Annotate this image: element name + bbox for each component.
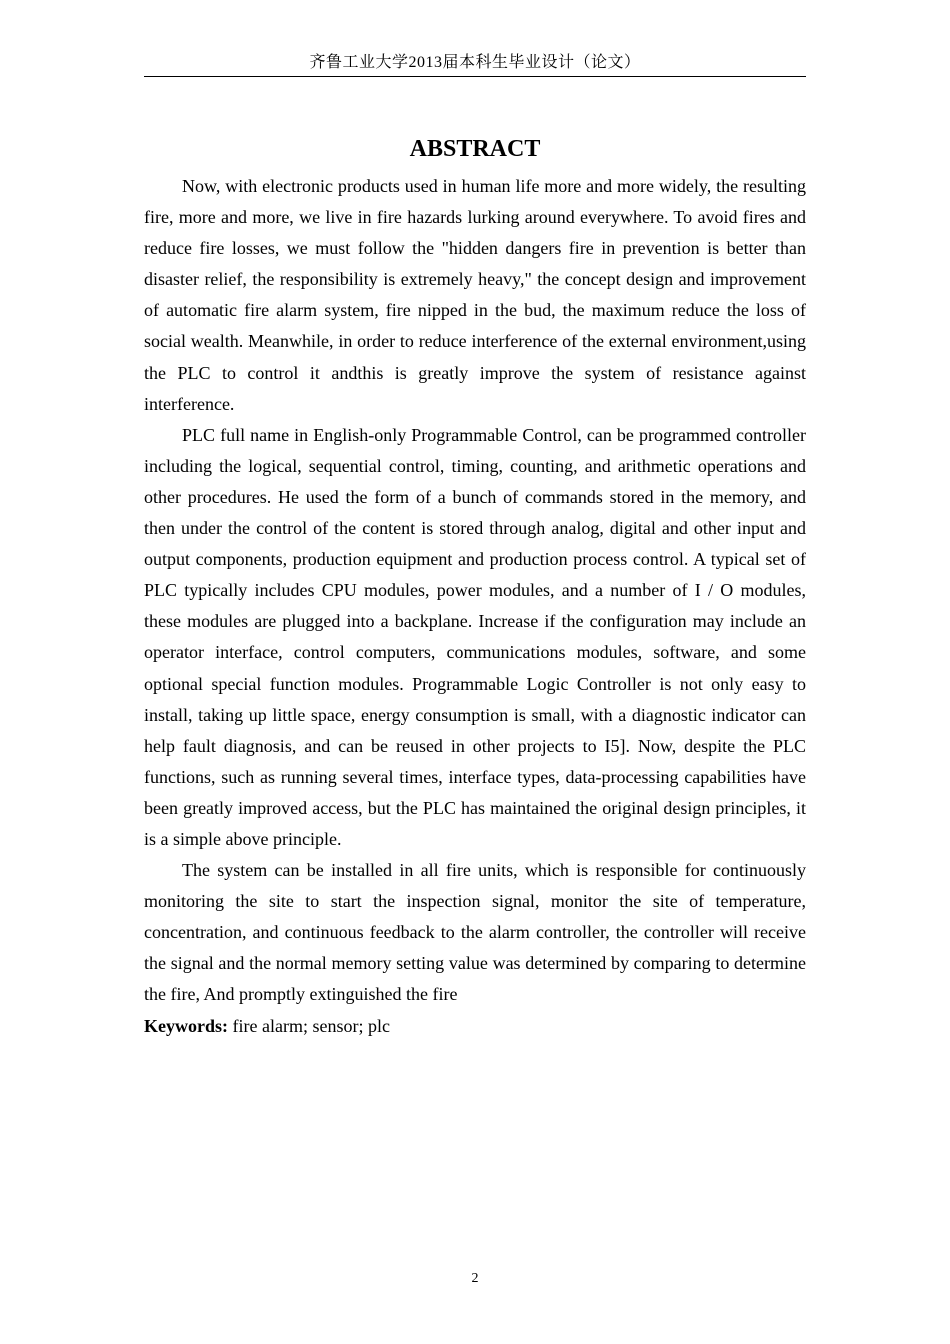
abstract-paragraph-2: PLC full name in English-only Programmable Control, can be programmed controller including the logical, sequential control, timing, counting, and arithmetic operations and other procedures. He used the form of a bunch of commands stored in the memory, and then under the control of the content is stored through analog, digital and other input and output components, production equipment and production process control. A typical set of PLC typically includes CPU modules, power modules, and a number of I / O modules, these modules are plugged into a backplane. Increase if the configuration may include an operator interface, control computers, communications modules, software, and some optional special function modules. Programmable Logic Controller is not only easy to install, taking up little space, energy consumption is small, with a diagnostic indicator can help fault diagnosis, and can be reused in other projects to I5]. Now, despite the PLC functions, such as running several times, interface types, data-processing capabilities have been greatly improved access, but the PLC has maintained the original design principles, it is a simple above principle. bbox=[144, 424, 806, 849]
abstract-body bbox=[144, 171, 806, 1042]
abstract-title: ABSTRACT bbox=[409, 136, 541, 162]
keywords-value: fire alarm; sensor; plc bbox=[228, 1015, 390, 1036]
keywords-line bbox=[144, 1011, 806, 1042]
abstract-paragraph-1: Now, with electronic products used in human life more and more widely, the resulting fire, more and more, we live in fire hazards lurking around everywhere. To avoid fires and reduce fire losses, we must follow the "hidden dangers fire in prevention is better than disaster relief, the responsibility is extremely heavy," the concept design and improvement of automatic fire alarm system, fire nipped in the bud, the maximum reduce the loss of social wealth. Meanwhile, in order to reduce interference of the external environment,using the PLC to control it andthis is greatly improve the system of resistance against interference. bbox=[144, 176, 806, 414]
page-number: 2 bbox=[471, 1271, 479, 1286]
header-divider bbox=[144, 76, 806, 77]
keywords-label: Keywords: bbox=[144, 1015, 228, 1036]
running-header: 齐鲁工业大学2013届本科生毕业设计（论文） bbox=[309, 54, 641, 71]
abstract-paragraph-3: The system can be installed in all fire units, which is responsible for continuously monitoring the site to start the inspection signal, monitor the site of temperature, concentration, and continuous feedback to the alarm controller, the controller will receive the signal and the normal memory setting value was determined by comparing to determine the fire, And promptly extinguished the fire bbox=[144, 860, 806, 1005]
